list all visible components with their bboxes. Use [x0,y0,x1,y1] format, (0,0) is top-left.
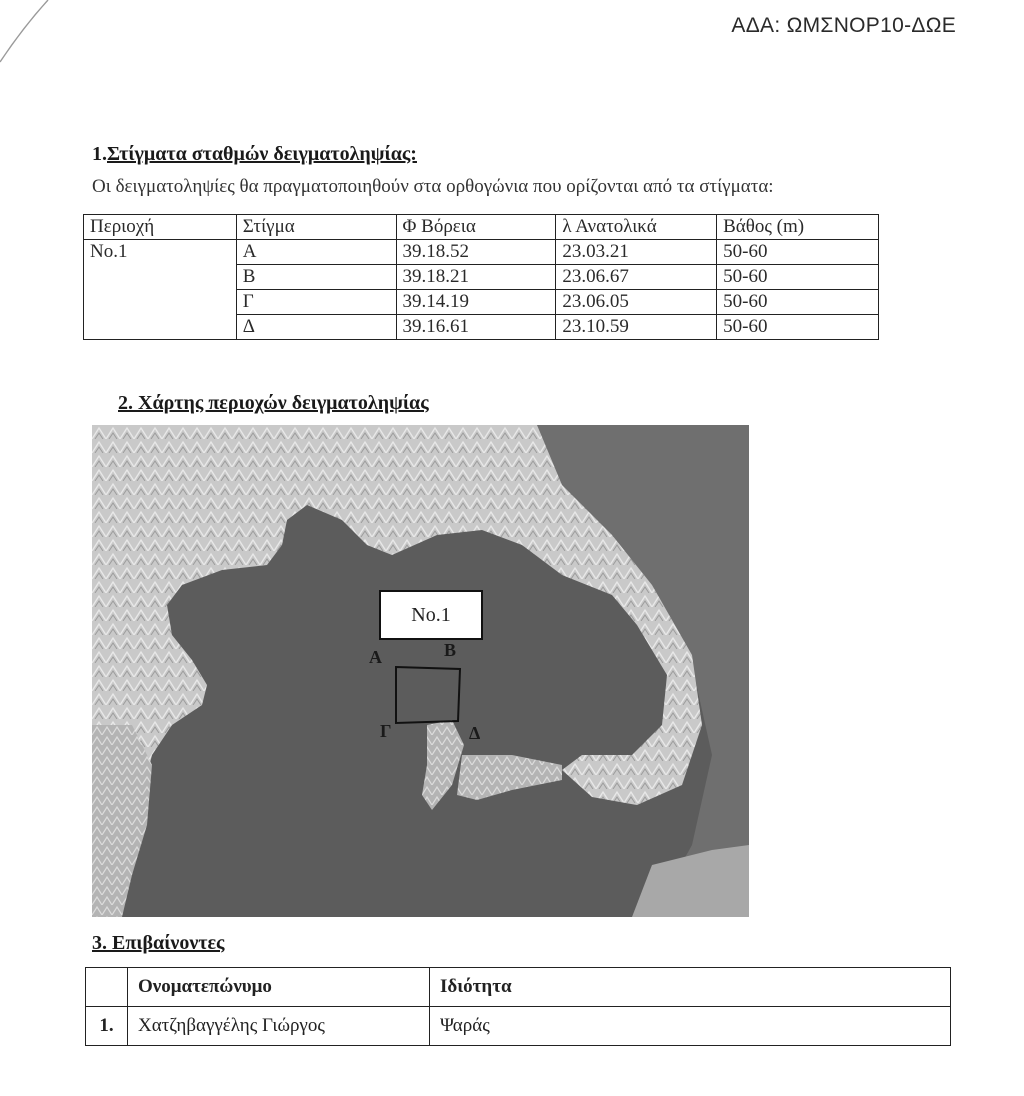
map-area-label: No.1 [379,590,483,640]
table-header-row [86,968,951,1007]
lon-cell: 23.03.21 [556,240,717,265]
ada-code: ΑΔΑ: ΩΜΣΝΟΡ10-ΔΩΕ [731,14,956,37]
lat-cell: 39.18.52 [396,240,556,265]
section1-intro: Οι δειγματοληψίες θα πραγματοποιηθούν στα ορθογώνια που ορίζονται από τα στίγματα: [92,176,774,197]
table-row [84,240,879,265]
lat-cell: 39.16.61 [396,315,556,340]
section1-title: Στίγματα σταθμών δειγματοληψίας: [107,143,417,165]
crew-table [85,967,951,1046]
role-cell: Ψαράς [430,1007,951,1046]
column-header: Ονοματεπώνυμο [128,968,430,1007]
point-cell: Γ [236,290,396,315]
point-cell: Δ [236,315,396,340]
section3-title: 3. Επιβαίνοντες [92,932,225,954]
depth-cell: 50-60 [717,315,879,340]
lat-cell: 39.18.21 [396,265,556,290]
area-cell: No.1 [84,240,237,340]
lon-cell: 23.10.59 [556,315,717,340]
lon-cell: 23.06.67 [556,265,717,290]
column-header: Στίγμα [236,215,396,240]
column-header: Περιοχή [84,215,237,240]
scan-edge-mark [0,0,60,80]
depth-cell: 50-60 [717,290,879,315]
section2-heading [118,392,429,415]
table-header-row [84,215,879,240]
column-header: Φ Βόρεια [396,215,556,240]
row-number: 1. [86,1007,128,1046]
depth-cell: 50-60 [717,240,879,265]
corner-label-a: Α [369,647,382,667]
section1-number: 1. [92,143,107,165]
corner-label-b: Β [444,640,457,660]
point-cell: Α [236,240,396,265]
sampling-area-map [92,425,749,917]
table-row [86,1007,951,1046]
name-cell: Χατζηβαγγέλης Γιώργος [128,1007,430,1046]
map-image [92,425,749,917]
corner-label-g: Γ [380,721,392,741]
column-header: λ Ανατολικά [556,215,717,240]
lon-cell: 23.06.05 [556,290,717,315]
section2-title: 2. Χάρτης περιοχών δειγματοληψίας [118,392,429,414]
corner-label-d: Δ [469,723,481,743]
column-header [86,968,128,1007]
lat-cell: 39.14.19 [396,290,556,315]
coordinates-table [83,214,879,340]
column-header: Βάθος (m) [717,215,879,240]
column-header: Ιδιότητα [430,968,951,1007]
depth-cell: 50-60 [717,265,879,290]
point-cell: Β [236,265,396,290]
section1-heading [92,143,417,166]
